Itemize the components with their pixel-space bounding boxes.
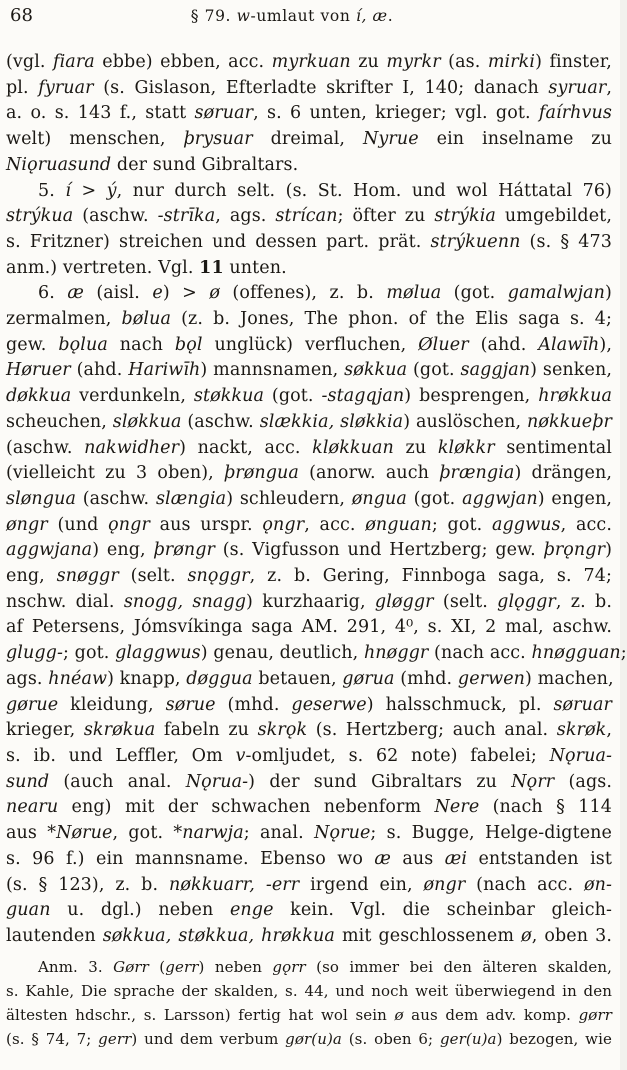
text-run: (got. — [406, 488, 463, 509]
text-run: entstanden ist — [467, 848, 612, 869]
italic-term: ø — [209, 283, 220, 304]
text-run: (ahd. — [70, 360, 129, 381]
italic-term: myrkuan — [271, 52, 351, 72]
italic-term: hnøgguan — [531, 643, 621, 664]
text-line — [6, 955, 612, 979]
text-run: , ags. — [215, 206, 276, 227]
text-run: -omljudet, s. 62 note) fabelei; — [245, 745, 550, 766]
text-run: (got. — [264, 386, 322, 407]
italic-term: nøkkueþr — [527, 411, 613, 432]
italic-term: øngr — [423, 874, 466, 895]
text-run: 6. — [38, 283, 68, 304]
italic-term: guan — [6, 900, 51, 921]
italic-term: slækkia, sløkkia — [259, 411, 404, 432]
text-run: krieger, — [6, 720, 84, 741]
text-run: aus — [390, 848, 445, 869]
italic-term: hrøkkua — [538, 386, 612, 407]
italic-term: ý — [106, 180, 117, 201]
italic-term: enge — [229, 900, 274, 921]
text-run: ; anal. — [243, 823, 315, 844]
text-run: (s. § 74, 7; — [6, 1029, 99, 1048]
text-run: , nur durch selt. (s. St. Hom. und wol Háttatal 76) — [116, 180, 612, 201]
text-run: (vgl. — [6, 52, 54, 72]
text-run: ; — [620, 643, 627, 664]
italic-term: gerwen — [457, 668, 526, 689]
italic-term: Hariwīh — [128, 360, 201, 381]
italic-term: gerr — [165, 957, 199, 976]
text-run: ) knapp, — [107, 668, 187, 689]
text-run: (got. — [407, 360, 461, 381]
italic-term: gǫrr — [272, 957, 306, 976]
italic-term: bǫl — [174, 334, 203, 355]
text-line — [6, 461, 612, 487]
bold-term: 11 — [199, 257, 224, 278]
text-line — [6, 333, 612, 359]
text-line — [6, 281, 612, 307]
italic-term: Gørr — [113, 957, 149, 976]
text-run: (anorw. auch — [298, 463, 440, 484]
text-run: (s. § 123), z. b. — [6, 874, 169, 895]
italic-term: *Nørue — [47, 823, 113, 844]
italic-term: hnéaw — [48, 668, 108, 689]
text-line — [6, 641, 627, 667]
italic-term: skrøkua — [83, 720, 156, 741]
italic-term: Nǫrr — [511, 771, 555, 792]
italic-term: glugg- — [6, 643, 63, 664]
text-line — [6, 770, 612, 796]
italic-term: geserwe — [291, 694, 367, 715]
text-run: ) > — [162, 283, 210, 304]
italic-term: gløggr — [374, 591, 434, 612]
text-run: -umlaut von — [250, 7, 356, 25]
text-run: (s. Hertzberg; auch anal. — [307, 720, 557, 741]
text-run: (s. Gislason, Efterladte skrifter I, 140; danach — [93, 77, 549, 98]
text-run: ebbe) ebben, acc. — [94, 52, 272, 72]
text-run: nschw. dial. — [6, 591, 124, 612]
text-run: kein. Vgl. die scheinbar gleich- — [273, 900, 612, 921]
text-run: zu — [393, 437, 438, 458]
text-run: ) finster, — [535, 52, 612, 72]
text-line — [6, 538, 612, 564]
italic-term: faírhvus — [538, 103, 612, 124]
text-run: betauen, — [252, 668, 343, 689]
italic-term: ø — [521, 925, 532, 946]
text-run: § 79. — [190, 7, 237, 25]
text-run: , z. b. — [555, 591, 613, 612]
italic-term: strýkuenn — [430, 231, 521, 252]
text-line — [6, 230, 612, 256]
italic-term: í — [65, 180, 72, 201]
text-run: ) drängen, — [514, 463, 612, 484]
italic-term: fyruar — [38, 77, 94, 98]
italic-term: gamalwjan — [507, 283, 606, 304]
text-run: ) bezogen, wie — [496, 1029, 612, 1048]
text-run: (offenes), z. b. — [220, 283, 387, 304]
italic-term: saggjan — [460, 360, 531, 381]
italic-term: kløkkuan — [312, 437, 394, 458]
text-run: aus dem adv. komp. — [403, 1005, 579, 1024]
italic-term: øngr — [6, 514, 48, 535]
italic-term: Niǫruasund — [6, 154, 112, 175]
text-run: ) schleudern, — [226, 488, 352, 509]
italic-term: -strīka — [157, 206, 216, 227]
italic-term: nakwidher — [84, 437, 180, 458]
text-run: (ahd. — [468, 334, 539, 355]
text-run: Anm. 3. — [38, 957, 114, 976]
text-line — [6, 1003, 612, 1027]
text-run: ältesten hdschr., s. Larsson) fertig hat wol sein — [6, 1005, 395, 1024]
page-number: 68 — [10, 5, 33, 26]
text-run: (mhd. — [394, 668, 458, 689]
text-run: (s. § 473 — [520, 231, 613, 252]
italic-term: søruar — [553, 694, 612, 715]
text-line — [6, 667, 612, 693]
text-run: ; s. Bugge, Helge-digtene — [370, 823, 612, 844]
text-line — [6, 410, 612, 436]
text-line — [6, 358, 612, 384]
italic-term: sløngua — [6, 488, 76, 509]
text-run: s. Fritzner) streichen und dessen part. prät. — [6, 231, 431, 252]
anmerkung-3 — [6, 955, 612, 1051]
italic-term: bǫlua — [58, 334, 108, 355]
text-run: s. Kahle, Die sprache der skalden, s. 44, und noch weit überwiegend in den — [6, 981, 612, 1000]
italic-term: þrøngr — [153, 540, 215, 561]
text-run: (got. — [441, 283, 508, 304]
text-run: , z. b. Gering, Finnboga saga, s. 74; — [249, 566, 612, 587]
text-run: nach — [107, 334, 175, 355]
text-line — [6, 513, 612, 539]
italic-term: Nyrue — [363, 129, 419, 150]
italic-term: døkkua — [6, 386, 72, 407]
italic-term: søkkua, støkkua, hrøkkua — [102, 925, 335, 946]
text-run: (s. oben 6; — [341, 1029, 440, 1048]
text-run: ) halsschmuck, pl. — [366, 694, 554, 715]
text-run: ) — [605, 283, 612, 304]
italic-term: -stagqjan — [321, 386, 405, 407]
text-run: ) engen, — [537, 488, 612, 509]
text-run: af Petersens, Jómsvíkinga saga AM. 291, 4⁰, s. XI, 2 mal, aschw. — [6, 617, 612, 638]
text-run: (aschw. — [181, 411, 260, 432]
italic-term: Høruer — [6, 360, 71, 381]
text-run: umgebildet, — [495, 206, 612, 227]
text-line — [6, 179, 612, 205]
italic-term: skrǫk — [257, 720, 308, 741]
text-run: kleidung, — [58, 694, 166, 715]
text-run: (so immer bei den älteren skalden, — [305, 957, 613, 976]
text-line — [6, 127, 612, 153]
italic-term: Nǫrua- — [549, 745, 612, 766]
text-line — [6, 795, 612, 821]
text-run: ), — [599, 334, 612, 355]
page-header — [0, 0, 620, 37]
italic-term: Nere — [434, 797, 480, 818]
text-run: , acc. — [560, 514, 612, 535]
text-run: (aisl. — [83, 283, 153, 304]
text-run: anm.) vertreten. Vgl. — [6, 257, 200, 278]
italic-term: øngua — [351, 488, 407, 509]
text-run: (und — [47, 514, 109, 535]
text-run: ) mannsnamen, — [200, 360, 345, 381]
italic-term: þrøngua — [223, 463, 299, 484]
italic-term: ǫngr — [262, 514, 305, 535]
italic-term: gørua — [342, 668, 395, 689]
italic-term: ø — [394, 1005, 404, 1024]
text-run: irgend ein, — [299, 874, 424, 895]
text-line — [6, 924, 612, 950]
text-run: ; öfter zu — [337, 206, 435, 227]
italic-term: Alawīh — [538, 334, 600, 355]
italic-term: strýkua — [6, 206, 74, 227]
italic-term: nearu — [6, 797, 59, 818]
italic-term: skrøk — [556, 720, 607, 741]
text-run: ) neben — [198, 957, 273, 976]
italic-term: æ — [67, 283, 84, 304]
text-run: ) machen, — [525, 668, 614, 689]
italic-term: ønguan — [365, 514, 432, 535]
text-run: , oben 3. — [531, 925, 612, 946]
text-line — [6, 615, 612, 641]
italic-term: mølua — [386, 283, 442, 304]
italic-term: sørue — [165, 694, 216, 715]
text-run: (selt. — [433, 591, 498, 612]
text-run: , got. — [112, 823, 174, 844]
text-run: zermalmen, — [6, 309, 122, 330]
text-line — [6, 590, 612, 616]
italic-term: syruar — [548, 77, 607, 98]
text-run: welt) menschen, — [6, 129, 184, 150]
italic-term: v — [235, 745, 246, 766]
text-run: . — [387, 7, 394, 25]
text-run: ein inselname zu — [418, 129, 613, 150]
text-run: scheuchen, — [6, 411, 113, 432]
italic-term: Øluer — [418, 334, 469, 355]
text-run: s. 96 f.) ein mannsname. Ebenso wo — [6, 848, 375, 869]
text-run: verdunkeln, — [71, 386, 194, 407]
paragraph-6 — [6, 281, 627, 949]
italic-term: døggua — [186, 668, 253, 689]
text-run: , — [606, 720, 612, 741]
italic-term: myrkr — [386, 52, 441, 72]
text-line — [6, 204, 612, 230]
italic-term: strícan — [275, 206, 338, 227]
italic-term: støkkua — [193, 386, 265, 407]
text-run: (aschw. — [6, 437, 85, 458]
text-run: (nach § 114 — [479, 797, 612, 818]
text-run: der sund Gibraltars. — [111, 154, 299, 175]
italic-term: søkkua — [344, 360, 408, 381]
text-line — [6, 487, 612, 513]
italic-term: w — [236, 7, 251, 25]
italic-term: æi — [444, 848, 468, 869]
italic-term: mirki — [487, 52, 536, 72]
text-run: , s. 6 unten, krieger; vgl. got. — [253, 103, 539, 124]
text-run: > — [71, 180, 107, 201]
text-run: ) kurzhaarig, — [246, 591, 375, 612]
text-line — [6, 153, 612, 179]
text-run: eng, — [6, 566, 57, 587]
text-run: eng) mit der schwachen nebenform — [58, 797, 435, 818]
italic-term: gerr — [98, 1029, 132, 1048]
text-run: unten. — [223, 257, 287, 278]
italic-term: ǫngr — [108, 514, 150, 535]
text-run: (nach acc. — [428, 643, 532, 664]
italic-term: hnøggr — [363, 643, 429, 664]
italic-term: æ — [374, 848, 391, 869]
italic-term: glǫggr — [497, 591, 556, 612]
italic-term: ger(u)a — [439, 1029, 497, 1048]
text-run: ; got. — [63, 643, 116, 664]
text-run: mit geschlossenem — [334, 925, 522, 946]
text-run: , — [606, 77, 612, 98]
text-run: ) auslöschen, — [403, 411, 527, 432]
italic-term: aggwus — [491, 514, 561, 535]
text-run: 5. — [38, 180, 66, 201]
text-run: pl. — [6, 77, 39, 98]
text-line — [6, 718, 612, 744]
text-run: (z. b. Jones, The phon. of the Elis saga s. 4; — [170, 309, 612, 330]
italic-term: nøkkuarr, -err — [168, 874, 300, 895]
italic-term: strýkia — [434, 206, 496, 227]
italic-term: øn- — [583, 874, 612, 895]
text-line — [6, 847, 612, 873]
italic-term: snogg, snagg — [123, 591, 247, 612]
text-line — [6, 50, 612, 76]
text-run: gew. — [6, 334, 59, 355]
italic-term: snǫggr — [187, 566, 250, 587]
text-line — [6, 436, 612, 462]
italic-term: sund — [6, 771, 50, 792]
italic-term: gør(u)a — [285, 1029, 342, 1048]
italic-term: Nǫrua- — [185, 771, 249, 792]
italic-term: snøggr — [56, 566, 119, 587]
text-line — [6, 1027, 612, 1051]
italic-term: í, æ — [355, 7, 388, 25]
italic-term: kløkkr — [437, 437, 495, 458]
text-run: (auch anal. — [49, 771, 186, 792]
text-run: (aschw. — [73, 206, 158, 227]
text-run: (ags. — [554, 771, 612, 792]
paragraph-5 — [6, 179, 612, 282]
text-run: ) und dem verbum — [131, 1029, 286, 1048]
text-line — [6, 256, 612, 282]
italic-term: søruar — [194, 103, 254, 124]
italic-term: *narwja — [173, 823, 244, 844]
text-run: dreimal, — [252, 129, 364, 150]
italic-term: fiara — [53, 52, 95, 72]
italic-term: sløkkua — [112, 411, 182, 432]
text-run: (vielleicht zu 3 oben), — [6, 463, 224, 484]
italic-term: bølua — [121, 309, 171, 330]
text-run: ) nackt, acc. — [179, 437, 313, 458]
text-run: (mhd. — [215, 694, 292, 715]
italic-term: glaggwus — [115, 643, 201, 664]
text-line — [6, 76, 612, 102]
text-run: aus urspr. — [149, 514, 263, 535]
text-line — [6, 384, 612, 410]
text-run: s. ib. und Leffler, Om — [6, 745, 236, 766]
text-line — [6, 693, 612, 719]
text-run: ) der sund Gibraltars zu — [248, 771, 512, 792]
text-line — [6, 898, 612, 924]
text-run: lautenden — [6, 925, 103, 946]
italic-term: gørr — [578, 1005, 612, 1024]
text-line — [6, 101, 612, 127]
text-line — [6, 564, 612, 590]
text-run: ( — [148, 957, 166, 976]
text-run: ags. — [6, 668, 49, 689]
italic-term: e — [152, 283, 163, 304]
text-run: ) senken, — [530, 360, 612, 381]
text-run: (nach acc. — [465, 874, 584, 895]
text-body — [0, 37, 627, 1051]
text-run: u. dgl.) neben — [50, 900, 230, 921]
text-line — [6, 821, 612, 847]
text-run: (aschw. — [76, 488, 156, 509]
italic-term: aggwjana — [6, 540, 93, 561]
text-run: aus — [6, 823, 48, 844]
italic-term: slængia — [155, 488, 227, 509]
text-line — [6, 744, 612, 770]
italic-term: Nǫrue — [314, 823, 371, 844]
text-run: ) genau, deutlich, — [200, 643, 364, 664]
text-run: unglück) verfluchen, — [202, 334, 419, 355]
text-run: , acc. — [304, 514, 366, 535]
text-line — [6, 873, 612, 899]
text-line — [6, 979, 612, 1003]
text-run: ) besprengen, — [404, 386, 539, 407]
text-run: (s. Vigfusson und Hertzberg; gew. — [214, 540, 544, 561]
text-run: a. o. s. 143 f., statt — [6, 103, 195, 124]
text-run: fabeln zu — [155, 720, 258, 741]
italic-term: þrǫngr — [543, 540, 606, 561]
paragraph-continuation — [6, 50, 612, 179]
italic-term: gørue — [6, 694, 59, 715]
text-run: ) eng, — [92, 540, 154, 561]
italic-term: þrysuar — [183, 129, 253, 150]
text-run: ; got. — [431, 514, 492, 535]
text-run: ) — [605, 540, 612, 561]
italic-term: þrængia — [439, 463, 515, 484]
text-run: (as. — [440, 52, 488, 72]
italic-term: aggwjan — [462, 488, 538, 509]
text-run: (selt. — [118, 566, 188, 587]
text-line — [6, 307, 612, 333]
running-title — [0, 7, 602, 25]
text-run: zu — [350, 52, 387, 72]
text-run: sentimental — [494, 437, 612, 458]
